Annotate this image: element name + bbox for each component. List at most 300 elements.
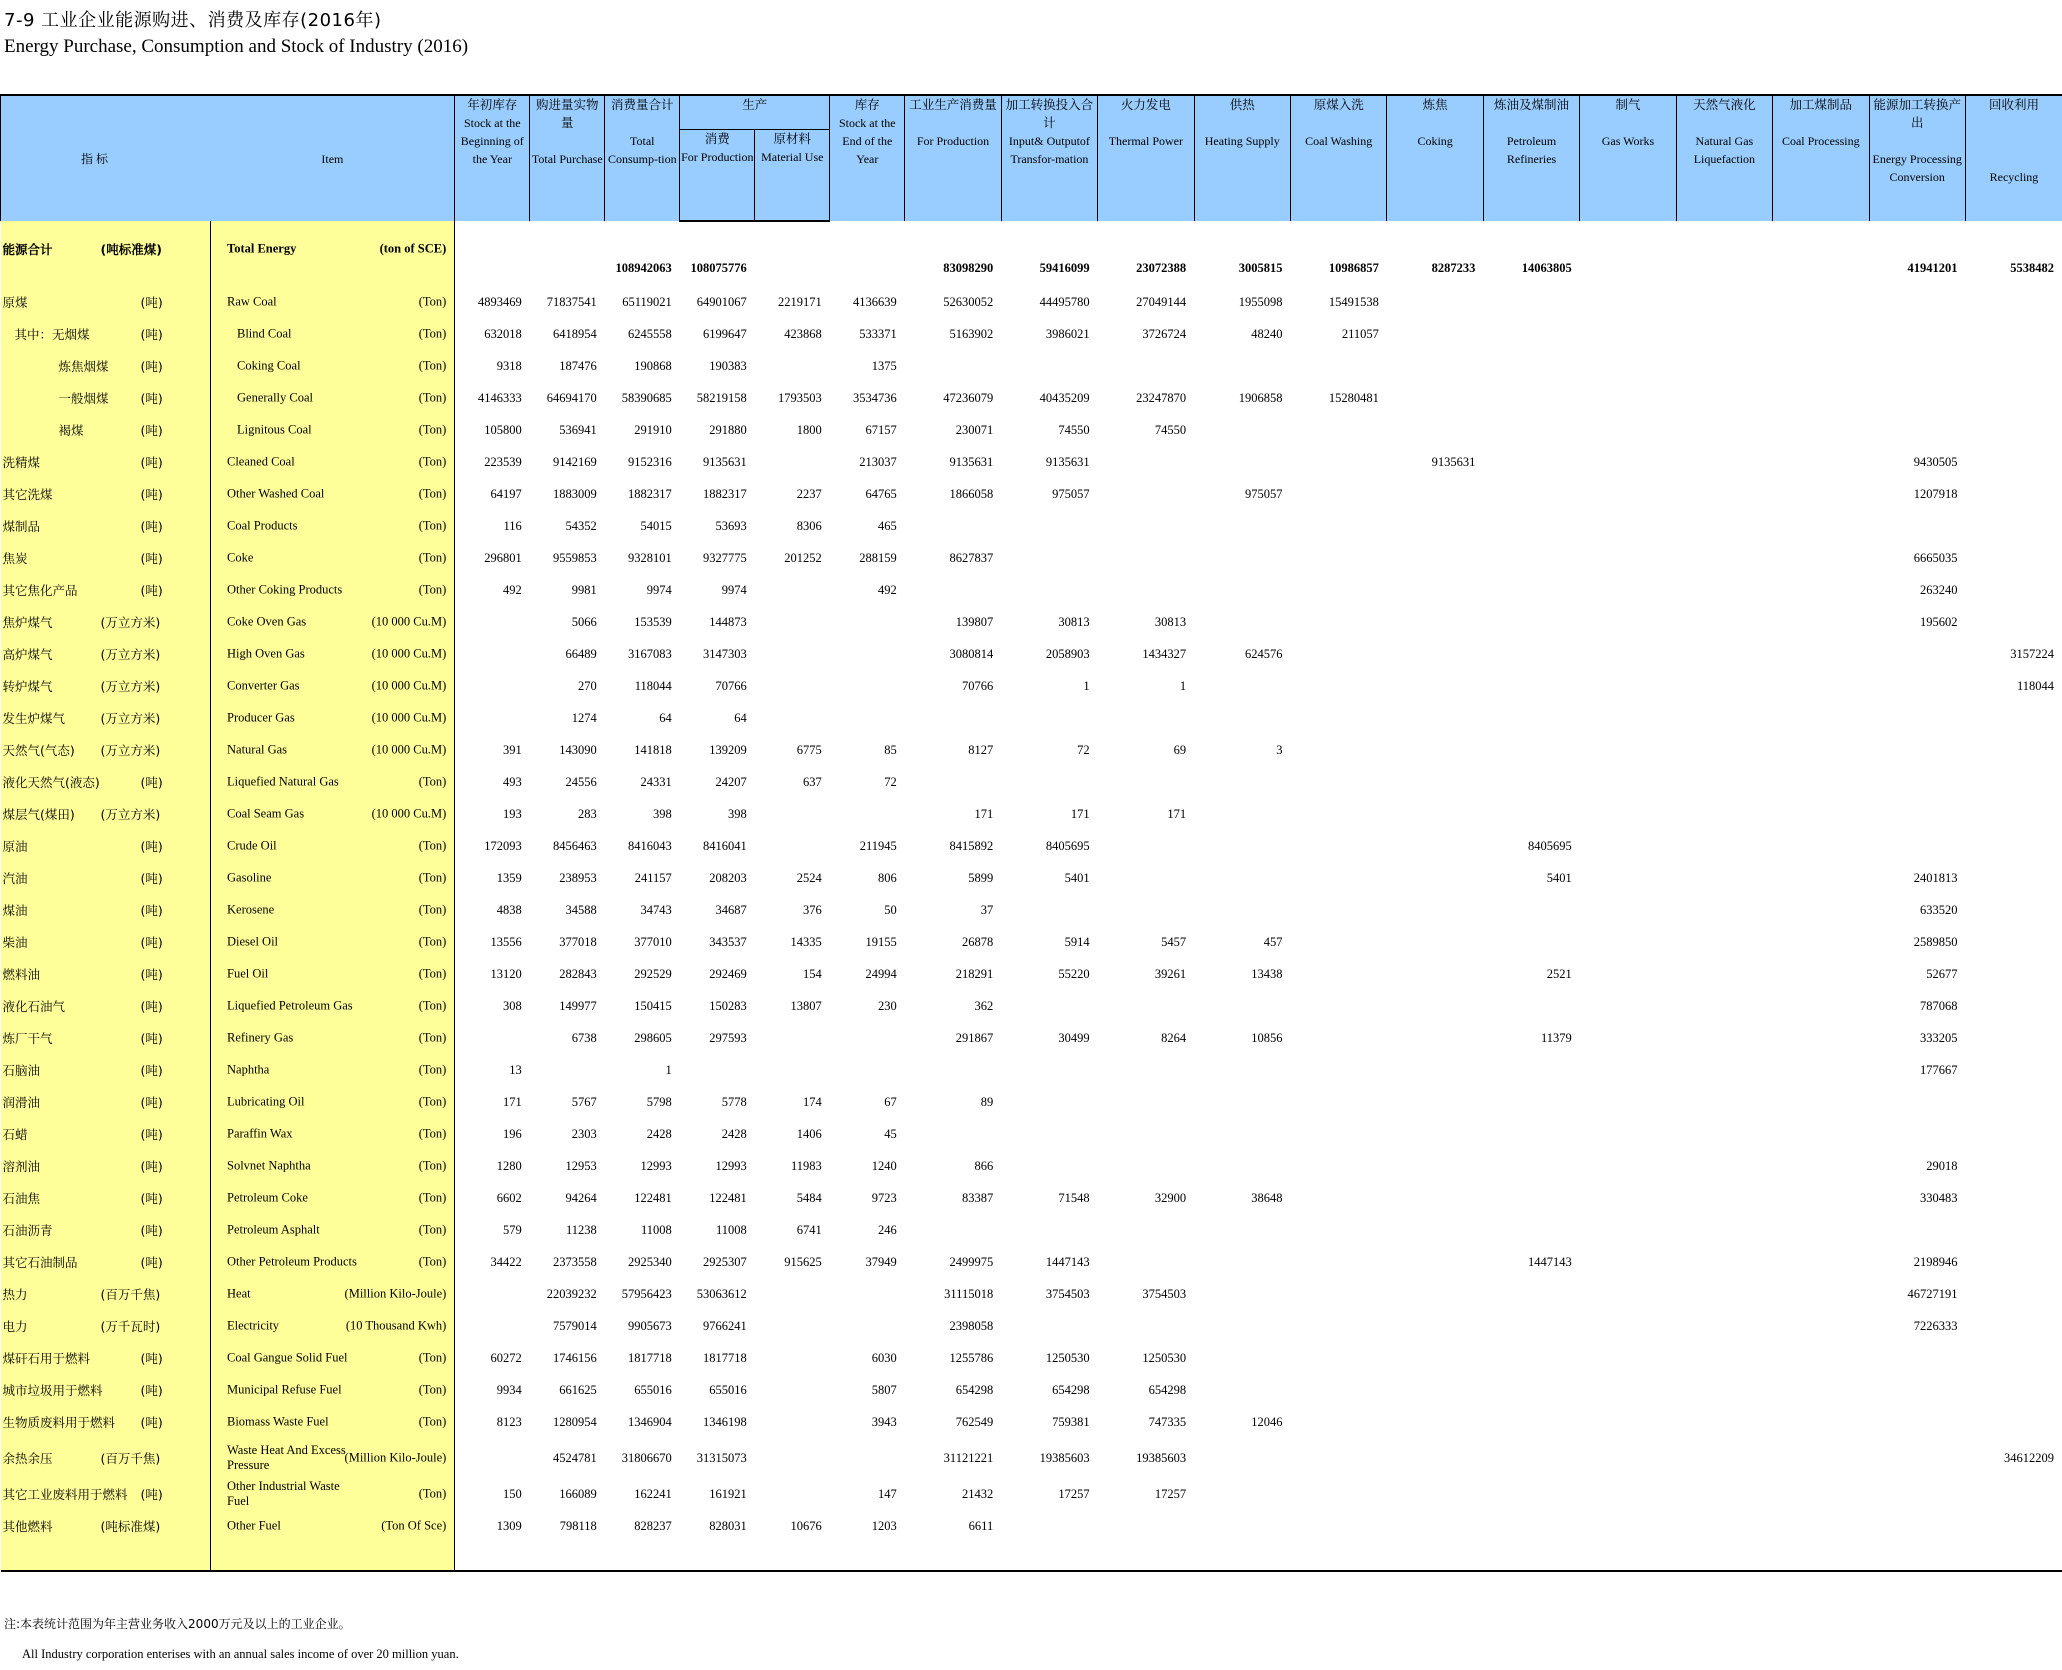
table-cell: 139807 — [955, 614, 994, 629]
table-cell — [1194, 862, 1290, 894]
table-cell: 4524781 — [553, 1450, 597, 1465]
row-unit-en: (10 000 Cu.M) — [371, 806, 447, 821]
table-cell — [1483, 542, 1579, 574]
table-cell — [1869, 798, 1965, 830]
table-cell: 1793503 — [778, 390, 822, 405]
table-cell — [455, 702, 530, 734]
table-cell — [1387, 638, 1483, 670]
row-item — [211, 1182, 455, 1214]
table-cell — [1773, 862, 1869, 894]
table-cell: 3754503 — [1142, 1286, 1187, 1301]
table-cell — [1580, 1150, 1676, 1182]
table-cell: 122481 — [634, 1190, 672, 1205]
table-cell — [1676, 1214, 1772, 1246]
table-cell: 492 — [503, 582, 522, 597]
table-cell: 398 — [728, 806, 747, 821]
row-unit-en: (Ton) — [418, 294, 447, 309]
row-indicator — [1, 1150, 211, 1182]
row-label-cn: 煤制品 — [2, 519, 41, 534]
table-cell — [1773, 1374, 1869, 1406]
table-cell — [1483, 990, 1579, 1022]
table-cell — [1387, 414, 1483, 446]
table-cell — [1194, 830, 1290, 862]
row-item — [211, 926, 455, 958]
row-unit-cn: (吨) — [140, 551, 163, 566]
table-cell — [1290, 1246, 1386, 1278]
table-cell: 153539 — [634, 614, 672, 629]
table-cell — [1290, 638, 1386, 670]
row-label-cn: 石油沥青 — [2, 1223, 53, 1238]
table-cell: 1817718 — [703, 1350, 747, 1365]
table-title-en: Energy Purchase, Consumption and Stock of Industry (2016) — [4, 36, 469, 57]
table-cell: 1359 — [496, 870, 522, 885]
row-label-en: Raw Coal — [227, 294, 277, 309]
table-cell: 8306 — [796, 518, 822, 533]
table-cell — [1869, 286, 1965, 318]
table-cell — [1676, 574, 1772, 606]
table-cell: 654298 — [1052, 1382, 1090, 1397]
table-cell — [1290, 606, 1386, 638]
table-cell — [1387, 350, 1483, 382]
table-row — [1, 1438, 2062, 1478]
table-cell — [1676, 1054, 1772, 1086]
table-cell — [1773, 766, 1869, 798]
table-cell: 492 — [878, 582, 897, 597]
table-cell — [1483, 894, 1579, 926]
table-cell — [1483, 766, 1579, 798]
table-cell — [1483, 446, 1579, 478]
table-cell — [1965, 1542, 2062, 1571]
row-unit-en: (Ton) — [418, 390, 447, 405]
table-cell — [1290, 574, 1386, 606]
row-indicator — [1, 894, 211, 926]
row-label-cn: 溶剂油 — [2, 1159, 41, 1174]
table-cell — [1580, 286, 1676, 318]
table-cell — [1387, 1478, 1483, 1510]
row-item — [211, 1342, 455, 1374]
table-cell — [830, 670, 905, 702]
row-label-cn: 发生炉煤气 — [2, 711, 66, 726]
header-industrial-production: 工业生产消费量 For Production — [905, 95, 1001, 221]
table-cell — [1773, 1150, 1869, 1182]
table-cell: 50 — [884, 902, 897, 917]
table-cell — [1580, 542, 1676, 574]
table-cell — [1387, 1182, 1483, 1214]
table-cell — [1676, 830, 1772, 862]
table-cell — [755, 1406, 830, 1438]
row-label-cn: 一般烟煤 — [58, 391, 109, 406]
table-cell — [755, 1278, 830, 1310]
table-cell — [1965, 1150, 2062, 1182]
table-cell — [1098, 830, 1194, 862]
table-cell: 270 — [578, 678, 597, 693]
row-item — [211, 606, 455, 638]
row-label-en: Coal Gangue Solid Fuel — [227, 1350, 348, 1365]
row-unit-en: (Ton) — [418, 1094, 447, 1109]
table-cell — [1194, 1510, 1290, 1542]
row-label-cn: 焦炭 — [2, 551, 28, 566]
table-cell: 10856 — [1251, 1030, 1283, 1045]
table-cell: 8415892 — [949, 838, 994, 853]
table-cell — [1676, 1150, 1772, 1182]
header-ngl: 天然气液化 Natural Gas Liquefaction — [1676, 95, 1772, 221]
row-item — [211, 510, 455, 542]
table-cell — [1098, 1246, 1194, 1278]
table-cell — [1580, 926, 1676, 958]
table-cell — [1580, 958, 1676, 990]
table-cell — [1483, 382, 1579, 414]
table-cell — [1483, 1542, 1579, 1571]
table-cell: 1280954 — [553, 1414, 597, 1429]
table-cell: 3 — [1276, 742, 1283, 757]
table-cell: 31121221 — [943, 1450, 994, 1465]
table-cell: 54352 — [565, 518, 597, 533]
table-cell — [1387, 1214, 1483, 1246]
table-row — [1, 766, 2062, 798]
row-indicator — [1, 862, 211, 894]
table-cell: 8456463 — [553, 838, 597, 853]
row-item — [211, 318, 455, 350]
row-indicator — [1, 606, 211, 638]
table-cell: 5538482 — [2010, 261, 2054, 275]
table-row — [1, 1086, 2062, 1118]
table-cell — [1483, 1478, 1579, 1510]
table-row — [1, 830, 2062, 862]
table-cell — [1387, 1406, 1483, 1438]
table-cell — [1773, 1086, 1869, 1118]
table-cell — [1194, 1310, 1290, 1342]
table-cell — [1676, 542, 1772, 574]
table-cell: 45 — [884, 1126, 897, 1141]
table-cell: 6611 — [968, 1518, 994, 1533]
table-cell: 2925307 — [703, 1254, 747, 1269]
table-cell: 60272 — [490, 1350, 522, 1365]
row-label-cn: 炼焦烟煤 — [58, 359, 109, 374]
table-cell: 223539 — [484, 454, 522, 469]
row-item — [211, 958, 455, 990]
row-unit-cn: (吨) — [140, 1487, 163, 1502]
header-transformation-input: 加工转换投入合计 Input& Outputof Transfor-mation — [1001, 95, 1097, 221]
row-label-en: Producer Gas — [227, 710, 295, 725]
table-cell — [1290, 734, 1386, 766]
table-cell — [1194, 606, 1290, 638]
table-cell — [1773, 1118, 1869, 1150]
header-heating-supply: 供热 Heating Supply — [1194, 95, 1290, 221]
table-cell — [1387, 478, 1483, 510]
table-body — [1, 221, 2062, 1571]
table-cell — [1483, 1054, 1579, 1086]
header-gas-works: 制气 Gas Works — [1580, 95, 1676, 221]
table-cell: 208203 — [709, 870, 747, 885]
table-cell — [1773, 286, 1869, 318]
table-cell: 19155 — [865, 934, 897, 949]
table-cell: 166089 — [559, 1486, 597, 1501]
table-cell — [1290, 350, 1386, 382]
table-cell: 241157 — [634, 870, 672, 885]
table-cell — [1676, 1406, 1772, 1438]
row-unit-en: (Ton) — [418, 966, 447, 981]
table-cell — [755, 221, 830, 286]
table-cell: 11379 — [1540, 1030, 1572, 1045]
table-cell — [1001, 1542, 1097, 1571]
table-cell: 2524 — [796, 870, 822, 885]
row-item — [211, 1478, 455, 1510]
table-cell — [830, 1542, 905, 1571]
table-cell: 975057 — [1052, 486, 1090, 501]
row-unit-en: (Ton) — [418, 1062, 447, 1077]
table-cell — [1194, 574, 1290, 606]
table-cell: 637 — [803, 774, 822, 789]
table-cell — [530, 221, 605, 286]
table-cell — [755, 350, 830, 382]
row-unit-en: (Ton) — [418, 1486, 447, 1501]
table-cell: 3080814 — [949, 646, 994, 661]
row-label-cn: 高炉煤气 — [2, 647, 53, 662]
table-cell: 9135631 — [1431, 454, 1476, 469]
row-label-cn: 电力 — [2, 1319, 28, 1334]
row-unit-cn: (吨) — [140, 583, 163, 598]
table-cell — [1965, 894, 2062, 926]
table-cell: 22039232 — [546, 1286, 597, 1301]
table-cell: 9430505 — [1913, 454, 1958, 469]
energy-table — [0, 94, 2062, 1572]
table-cell — [1290, 478, 1386, 510]
table-row — [1, 1342, 2062, 1374]
table-cell — [1580, 1342, 1676, 1374]
table-cell: 10676 — [790, 1518, 822, 1533]
table-cell: 118044 — [634, 678, 672, 693]
table-cell: 19385603 — [1039, 1450, 1090, 1465]
table-cell — [1580, 1510, 1676, 1542]
table-cell — [1483, 478, 1579, 510]
row-indicator — [1, 1478, 211, 1510]
table-cell — [1580, 1086, 1676, 1118]
row-unit-cn: (吨) — [140, 455, 163, 470]
table-cell: 1447143 — [1045, 1254, 1090, 1269]
row-label-cn: 其它洗煤 — [2, 487, 53, 502]
row-label-en: Liquefied Natural Gas — [227, 774, 339, 789]
table-cell: 747335 — [1148, 1414, 1187, 1429]
table-cell: 30813 — [1154, 614, 1187, 629]
table-cell — [1965, 830, 2062, 862]
row-indicator — [1, 1342, 211, 1374]
table-cell: 147 — [878, 1486, 897, 1501]
table-cell: 5798 — [646, 1094, 672, 1109]
table-cell — [1580, 638, 1676, 670]
table-cell: 65119021 — [622, 294, 672, 309]
table-cell: 624576 — [1244, 646, 1283, 661]
table-cell: 150415 — [634, 998, 672, 1013]
table-cell: 108942063 — [615, 261, 672, 275]
row-unit-en: (Ton) — [418, 518, 447, 533]
table-cell — [1773, 894, 1869, 926]
table-cell — [1965, 798, 2062, 830]
table-cell — [755, 446, 830, 478]
table-cell — [455, 1278, 530, 1310]
table-cell: 288159 — [859, 550, 897, 565]
table-cell — [1001, 990, 1097, 1022]
table-cell — [1676, 1278, 1772, 1310]
table-cell — [1290, 894, 1386, 926]
table-cell: 2925340 — [628, 1254, 672, 1269]
table-cell — [1965, 1278, 2062, 1310]
table-cell: 37 — [980, 902, 994, 917]
table-cell — [1773, 350, 1869, 382]
row-unit-en: (Ton) — [418, 1126, 447, 1141]
table-cell: 2499975 — [949, 1254, 994, 1269]
table-cell — [1773, 1542, 1869, 1571]
table-cell — [830, 1438, 905, 1478]
table-cell — [1580, 990, 1676, 1022]
table-cell — [1483, 574, 1579, 606]
table-cell — [905, 1118, 1001, 1150]
table-cell — [1869, 1342, 1965, 1374]
table-cell — [1869, 1510, 1965, 1542]
table-cell — [1001, 766, 1097, 798]
table-cell: 1274 — [571, 710, 597, 725]
row-label-en: Petroleum Asphalt — [227, 1222, 320, 1237]
table-cell: 9152316 — [628, 454, 672, 469]
table-cell — [1965, 958, 2062, 990]
table-cell: 1346198 — [703, 1414, 747, 1429]
row-label-cn: 转炉煤气 — [2, 679, 53, 694]
row-indicator — [1, 670, 211, 702]
table-cell — [1773, 1214, 1869, 1246]
table-cell — [1098, 1214, 1194, 1246]
table-cell: 71548 — [1058, 1190, 1090, 1205]
table-cell — [1965, 702, 2062, 734]
row-label-en: Crude Oil — [227, 838, 277, 853]
table-cell: 1882317 — [628, 486, 672, 501]
table-cell: 53063612 — [696, 1286, 747, 1301]
table-cell: 423868 — [784, 326, 822, 341]
row-unit-cn: (吨标准煤) — [100, 241, 162, 257]
table-cell: 2398058 — [949, 1318, 994, 1333]
table-cell — [1773, 1510, 1869, 1542]
table-cell: 6741 — [796, 1222, 822, 1237]
table-cell — [1580, 1022, 1676, 1054]
table-cell — [1773, 670, 1869, 702]
table-cell: 211057 — [1341, 326, 1379, 341]
row-label-en: Other Fuel — [227, 1518, 281, 1533]
row-label-cn: 煤油 — [2, 903, 28, 918]
table-cell — [1869, 830, 1965, 862]
table-cell: 149977 — [559, 998, 597, 1013]
table-cell: 1250530 — [1142, 1350, 1187, 1365]
row-label-cn: 石脑油 — [2, 1063, 41, 1078]
table-cell — [1098, 766, 1194, 798]
table-cell: 31115018 — [944, 1286, 994, 1301]
table-cell: 171 — [503, 1094, 522, 1109]
table-cell: 333205 — [1919, 1030, 1958, 1045]
table-row — [1, 606, 2062, 638]
table-cell: 162241 — [634, 1486, 672, 1501]
row-unit-en: (10 000 Cu.M) — [371, 614, 447, 629]
row-item — [211, 574, 455, 606]
table-cell — [1387, 926, 1483, 958]
row-indicator — [1, 382, 211, 414]
table-cell — [1676, 958, 1772, 990]
table-cell — [1580, 1406, 1676, 1438]
table-cell: 9974 — [721, 582, 747, 597]
table-cell: 17257 — [1058, 1486, 1090, 1501]
row-unit-cn: (吨) — [140, 327, 163, 342]
table-cell — [755, 1542, 830, 1571]
header-recycling: 回收利用 Recycling — [1965, 95, 2062, 221]
table-cell: 59416099 — [1039, 261, 1090, 275]
table-cell: 47236079 — [943, 390, 994, 405]
table-cell: 493 — [503, 774, 522, 789]
table-cell: 9934 — [496, 1382, 522, 1397]
table-cell — [1290, 990, 1386, 1022]
row-item — [211, 1510, 455, 1542]
table-cell: 362 — [974, 998, 994, 1013]
row-unit-cn: (吨) — [140, 295, 163, 310]
table-cell — [1676, 382, 1772, 414]
table-cell — [1387, 1278, 1483, 1310]
table-cell — [830, 221, 905, 286]
table-cell — [1290, 798, 1386, 830]
table-cell — [1290, 446, 1386, 478]
row-label-en: Other Coking Products — [227, 582, 343, 597]
table-cell — [1773, 1246, 1869, 1278]
table-cell — [755, 670, 830, 702]
row-unit-cn: (万立方米) — [100, 743, 161, 758]
header-stock-end: 库存 Stock at the End of the Year — [830, 95, 905, 221]
table-cell: 11238 — [565, 1222, 597, 1237]
table-cell: 654298 — [1148, 1382, 1187, 1397]
table-cell: 4136639 — [853, 294, 897, 309]
table-cell — [1483, 1150, 1579, 1182]
row-unit-en: (ton of SCE) — [379, 241, 447, 255]
row-indicator — [1, 350, 211, 382]
row-unit-cn: (百万千焦) — [100, 1287, 161, 1302]
table-row — [1, 1054, 2062, 1086]
row-unit-en: (10 000 Cu.M) — [371, 646, 447, 661]
table-cell: 8627837 — [949, 550, 994, 565]
row-unit-cn: (吨) — [140, 423, 163, 438]
table-cell — [1001, 542, 1097, 574]
table-end-row — [1, 1542, 2062, 1571]
table-row — [1, 221, 2062, 286]
row-unit-cn: (万千瓦时) — [100, 1319, 161, 1334]
table-cell: 8405695 — [1528, 838, 1572, 853]
table-cell — [1580, 318, 1676, 350]
table-cell: 10986857 — [1328, 261, 1379, 275]
table-cell — [1194, 1438, 1290, 1478]
table-cell — [1965, 1310, 2062, 1342]
table-cell: 1955098 — [1238, 294, 1283, 309]
table-cell — [1869, 1086, 1965, 1118]
row-unit-en: (Ton) — [418, 838, 447, 853]
table-cell: 230071 — [955, 422, 994, 437]
table-cell: 1309 — [496, 1518, 522, 1533]
table-cell: 218291 — [955, 966, 994, 981]
table-cell: 291867 — [955, 1030, 994, 1045]
row-label-en: Other Petroleum Products — [227, 1254, 357, 1269]
table-cell — [1483, 1182, 1579, 1214]
row-item — [211, 1022, 455, 1054]
row-label-cn: 能源合计 — [2, 241, 53, 257]
table-cell: 154 — [803, 966, 822, 981]
table-cell — [1387, 702, 1483, 734]
table-cell — [1290, 1086, 1386, 1118]
row-unit-en: (Ton) — [418, 1158, 447, 1173]
table-cell: 3754503 — [1045, 1286, 1090, 1301]
table-cell — [1676, 1342, 1772, 1374]
table-cell: 89 — [980, 1094, 994, 1109]
table-cell: 83098290 — [943, 261, 994, 275]
